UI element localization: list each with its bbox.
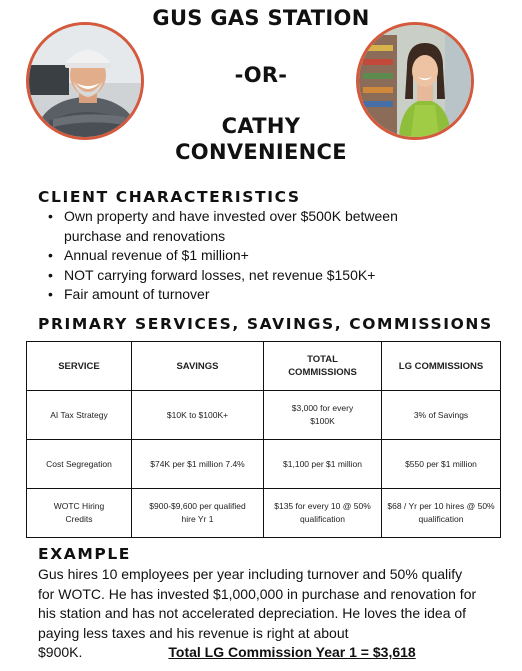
list-item: • Annual revenue of $1 million+ [46, 246, 456, 266]
column-header-lg-commissions: LG COMMISSIONS [382, 342, 501, 391]
column-header-total-commissions: TOTAL COMMISSIONS [264, 342, 382, 391]
title-convenience: CONVENIENCE [175, 140, 347, 164]
table-row [27, 440, 501, 489]
table-cell: $1,100 per $1 million [264, 440, 382, 489]
table-header-row [27, 342, 501, 391]
list-item: • Own property and have invested over $500K between purchase and renovations [46, 207, 456, 246]
table-cell: $135 for every 10 @ 50% qualification [264, 489, 382, 538]
title-gus-gas-station: GUS GAS STATION [152, 6, 370, 30]
total-commission: Total LG Commission Year 1 = $3,618 [168, 644, 416, 660]
table-cell: 3% of Savings [382, 391, 501, 440]
services-heading: PRIMARY SERVICES, SAVINGS, COMMISSIONS [38, 315, 493, 333]
title-cathy: CATHY [221, 114, 301, 138]
list-item: • Fair amount of turnover [46, 285, 456, 305]
list-item: • NOT carrying forward losses, net revenue $150K+ [46, 266, 456, 286]
table-cell: WOTC Hiring Credits [27, 489, 132, 538]
example-body: Gus hires 10 employees per year including turnover and 50% qualify for WOTC. He has invested $1,000,000 in purchase and renovation for his station and has not accelerated depreciation. He loves the idea of paying less taxes and his revenue is right at about $900K. [38, 566, 477, 660]
table-cell: AI Tax Strategy [27, 391, 132, 440]
client-characteristics-list [46, 207, 456, 305]
table-row [27, 489, 501, 538]
table-cell: $900-$9,600 per qualified hire Yr 1 [132, 489, 264, 538]
example-heading: EXAMPLE [38, 545, 131, 563]
table-cell: $3,000 for every $100K [264, 391, 382, 440]
table-cell: $74K per $1 million 7.4% [132, 440, 264, 489]
client-characteristics-heading: CLIENT CHARACTERISTICS [38, 188, 301, 206]
table-row [27, 391, 501, 440]
example-paragraph [38, 565, 478, 663]
column-header-savings: SAVINGS [132, 342, 264, 391]
title-or: -OR- [234, 63, 288, 87]
table-cell: $68 / Yr per 10 hires @ 50% qualification [382, 489, 501, 538]
table-cell: $550 per $1 million [382, 440, 501, 489]
services-table [26, 341, 501, 538]
table-cell: Cost Segregation [27, 440, 132, 489]
table-cell: $10K to $100K+ [132, 391, 264, 440]
column-header-service: SERVICE [27, 342, 132, 391]
